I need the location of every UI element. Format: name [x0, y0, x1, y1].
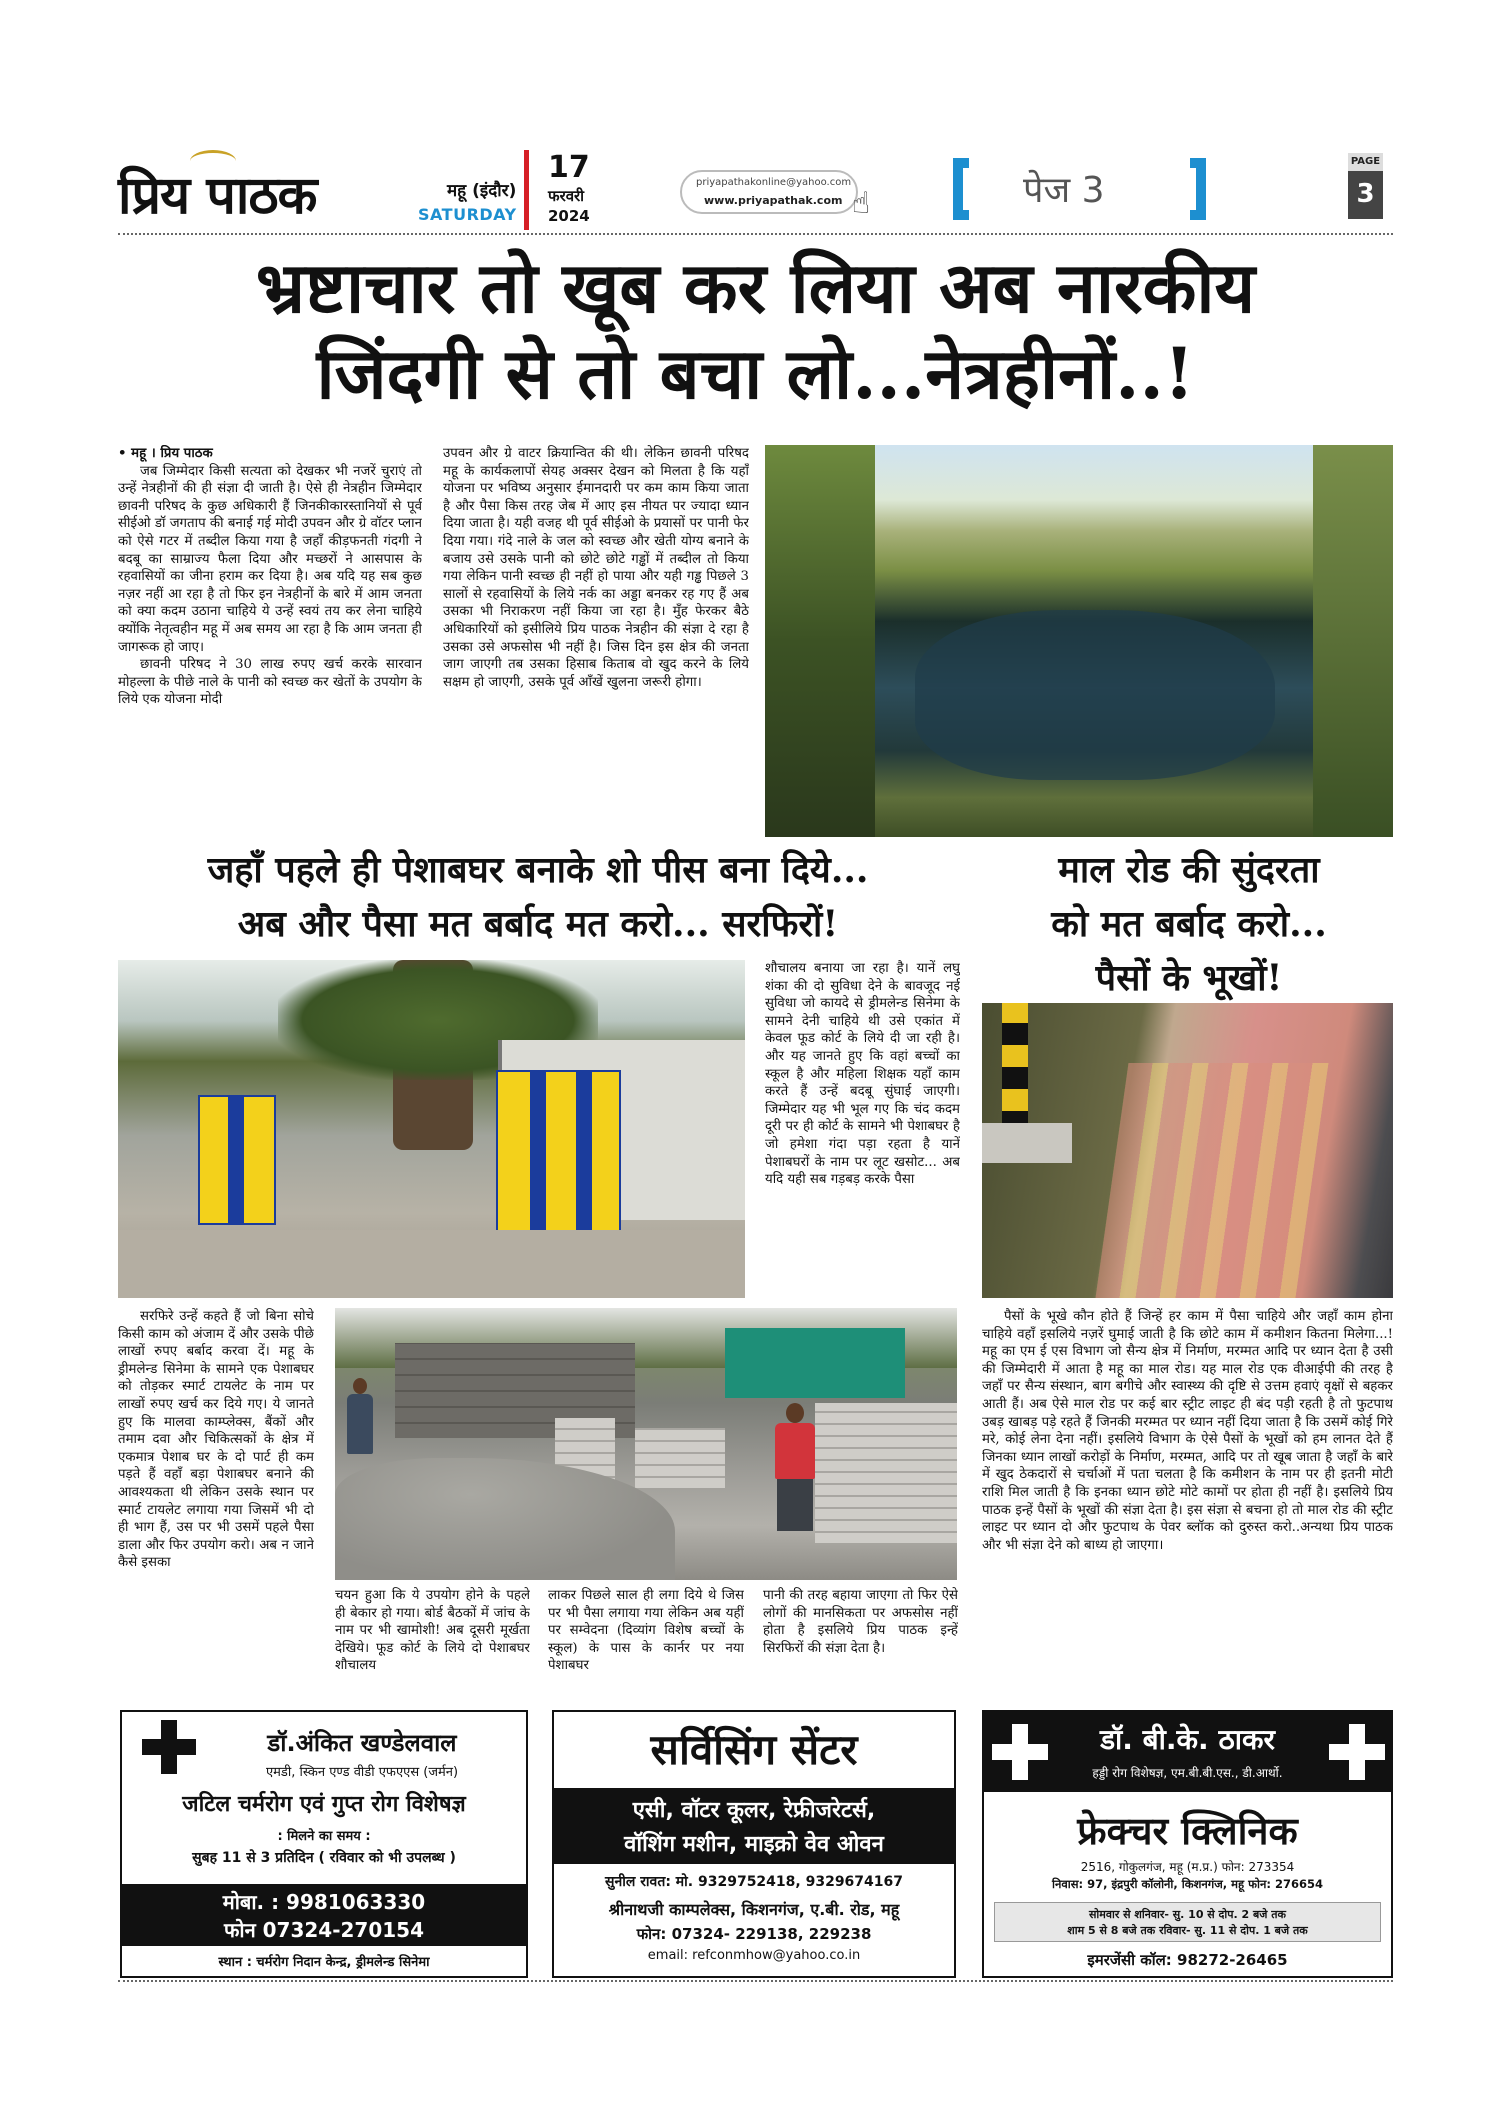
ad3-emergency: इमरजेंसी कॉल: 98272-26465: [1087, 1951, 1288, 1969]
story3-subhead-line-2: को मत बर्बाद करो...: [1051, 903, 1327, 945]
ad3-clinic: फ्रेक्चर क्लिनिक: [1077, 1808, 1298, 1853]
date-divider: [524, 150, 529, 230]
story2-bottom-text-4: पानी की तरह बहाया जाएगा तो फिर ऐसे लोगों की मानसिकता पर अफसोस नहीं होता है इसलिये प्रिय पाठक इन्हें सिरफिरों की संज्ञा देता है।: [763, 1588, 958, 1656]
story2-bottom-column-1: [118, 1308, 314, 1700]
story1-column-2: [443, 445, 749, 837]
ad3-hours-band: [994, 1902, 1381, 1942]
website-email: priyapathakonline@yahoo.com: [696, 177, 852, 188]
footpath-photo: [982, 1003, 1393, 1298]
story3-subhead-line-3: पैसों के भूखों!: [1095, 957, 1283, 999]
ad1-degree: एमडी, स्किन एण्ड वीडी एफएएस (जर्मन): [265, 1765, 459, 1780]
ad3-header-band: [984, 1712, 1391, 1792]
date-day: 17: [548, 150, 590, 185]
story1-column-1: [118, 445, 422, 837]
right-bracket: [1190, 158, 1206, 220]
ad1-specialty: जटिल चर्मरोग एवं गुप्त रोग विशेषज्ञ: [182, 1791, 466, 1817]
ad1-address: स्थान : चर्मरोग निदान केन्द्र, ड्रीमलेन्ड सिनेमा: [218, 1955, 430, 1970]
ad3-residence: निवास: 97, इंद्रपुरी कॉलोनी, किशनगंज, महू फोन: 276654: [1052, 1877, 1323, 1891]
green-tarp: [725, 1328, 905, 1398]
ad-servicing-center: [552, 1710, 956, 1978]
page-box-label: PAGE: [1348, 153, 1383, 171]
story2-subhead-line-1: जहाँ पहले ही पेशाबघर बनाके शो पीस बना दिये...: [207, 849, 869, 891]
ad1-contact-band: [122, 1884, 526, 1946]
toilet-booths-photo: [118, 960, 745, 1298]
toilet-booth-large: [496, 1070, 621, 1250]
left-bracket: [953, 158, 969, 220]
ad1-timing: सुबह 11 से 3 प्रतिदिन ( रविवार को भी उपलब्ध ): [192, 1850, 456, 1866]
newspaper-logo: प्रिय पाठक: [118, 165, 317, 226]
ad3-degree: हड्डी रोग विशेषज्ञ, एम.बी.बी.एस., डी.आर्थो.: [1092, 1766, 1283, 1780]
striped-pole: [1002, 1003, 1028, 1133]
ad1-name: डॉ.अंकित खण्डेलवाल: [267, 1729, 457, 1757]
ad-skin-doctor: [120, 1710, 528, 1978]
headline-line-2: जिंदगी से तो बचा लो...नेत्रहीनों..!: [316, 332, 1195, 415]
ad-fracture-clinic: [982, 1710, 1393, 1978]
ad2-services-line-1: एसी, वॉटर कूलर, रेफ्रीजरेटर्स,: [632, 1798, 876, 1823]
ad2-services-band: [554, 1788, 954, 1864]
ad2-address: श्रीनाथजी काम्पलेक्स, किशनगंज, ए.बी. रोड, महू: [608, 1900, 900, 1919]
ad2-email: email: refconmhow@yahoo.co.in: [647, 1948, 861, 1963]
medical-cross-icon: [142, 1720, 196, 1774]
story2-bottom-text-1: सरफिरे उन्हें कहते हैं जो बिना सोचे किसी काम को अंजाम दें और उसके पीछे लाखों रुपए बर्बाद करवा दें। महू के ड्रीमलेन्ड सिनेमा के सामने एक पेशाबघर को तोड़कर स्मार्ट टायलेट के नाम पर लाखों रुपए खर्च कर दिये गए। ये जानते हुए कि मालवा काम्प्लेक्स, बैंकों और तमाम दवा और चिकित्सकों के क्षेत्र में एकमात्र पेशाब घर के दो पार्ट ही कम पड़ते हैं वहाँ बड़ा पेशाबघर बनाने की आवश्यकता थी लेकिन उसके स्थान पर स्मार्ट टायलेट लगाया गया जिसमें भी दो ही भाग हैं, उस पर भी उसमें पहले पैसा डाला और फिर उपयोग करो। अब न जाने कैसे इसका: [118, 1309, 314, 1571]
pond-photo: [765, 445, 1393, 837]
edition-place: महू (इंदौर): [447, 181, 517, 201]
ad3-name: डॉ. बी.के. ठाकर: [1100, 1723, 1275, 1756]
story2-bottom-column-2: [335, 1587, 530, 1700]
ad2-services-line-2: वॉशिंग मशीन, माइक्रो वेव ओवन: [624, 1832, 884, 1857]
website-badge: [680, 170, 858, 214]
story2-bottom-text-3: लाकर पिछले साल ही लगा दिये थे जिस पर भी पैसा लगाया गया लेकिन अब यहीं पर सम्वेदना (दिव्यांग विशेष बच्चों के स्कूल) के पास के कार्नर पर नया पेशाबघर: [548, 1588, 744, 1674]
story1-paragraph-3: उपवन और ग्रे वाटर क्रियान्वित की थी। लेकिन छावनी परिषद महू के कार्यकलापों सेयह अक्सर देखन को मिलता है कि यहाँ योजना पर भविष्य अनुसार ईमानदारी पर कम काम किया जाता है और पैसा किस तरह जेब में आए इस नीयत पर ज्यादा ध्यान दिया जाता है। यही वजह थी पूर्व सीईओ के प्रयासों पर पानी फेर दिया गया। गंदे नाले के जल को स्वच्छ और खेती योग्य बनाने के बजाय उसे उसके पानी को छोटे छोटे गड्ढों में तब्दील तो किया गया लेकिन पानी स्वच्छ ही नहीं हो पाया और यही गड्ढ पिछले 3 सालों से रहवासियों के लिये नर्क का अड्डा बनकर रह गए हैं अब उसका भी निराकरण नहीं किया जा रहा है। मुँह फेरकर बैठे अधिकारियों को इसीलिये प्रिय पाठक नेत्रहीन की संज्ञा दे रहा है उसका उसे अफसोस भी नहीं है। जिस दिन इस क्षेत्र की जनता जाग जाएगी तब उसका हिसाब किताब वो खुद करने के लिये सक्षम हो जाएगी, उसके पूर्व आँखें खुलना जरूरी होगा।: [443, 446, 749, 690]
page-number: 3: [1356, 179, 1375, 209]
masthead: [118, 150, 1393, 232]
pointing-hand-icon: ☝: [852, 186, 871, 221]
main-headline: [118, 245, 1393, 417]
worker-left: [347, 1378, 373, 1454]
masthead-rule: [118, 233, 1393, 235]
story2-bottom-text-2: चयन हुआ कि ये उपयोग होने के पहले ही बेकार हो गया। बोर्ड बैठकों में जांच के नाम पर भी खामोशी! अब दूसरी मूर्खता देखिये। फूड कोर्ट के लिये दो पेशाबघर शौचालय: [335, 1588, 530, 1674]
story3-subhead: [985, 843, 1393, 1005]
page-label: पेज 3: [1023, 170, 1105, 211]
page-number-box: [1348, 153, 1383, 219]
worker-right: [775, 1403, 815, 1531]
date-month: फरवरी: [548, 187, 585, 205]
story2-side-column: [765, 960, 960, 1298]
story3-text: पैसों के भूखे कौन होते हैं जिन्हें हर काम में पैसा चाहिये और जहाँ काम होना चाहिये वहाँ इसलिये नज़रें घुमाई जाती है कि छोटे काम में कमीशन कितना मिलेगा...! महू का एम ई एस विभाग जो सैन्य क्षेत्र में निर्माण, मरम्मत आदि पर ध्यान देता है उसी की जिम्मेदारी में आता है महू का माल रोड। यह माल रोड एक वीआईपी की तरह है जहाँ पर सैन्य संस्थान, बाग बगीचे और स्वास्थ्य की दृष्टि से उत्तम हवाएं वृक्षों से बहकर आती हैं। अब ऐसे माल रोड पर कई बार स्ट्रीट लाइट ही बंद पड़ी रहती है तो फुटपाथ उबड़ खाबड़ पड़े रहते हैं जिनकी मरम्मत पर ध्यान नहीं दिया जाता है कि उसमें कोई गिरे मरे, कोई लेना देना नहीं। इसलिये विभाग के ऐसे पैसों के भूखों को हम लानत देते हैं जिनका ध्यान लाखों करोड़ों के निर्माण, मरम्मत, आदि पर तो खूब जाता है जहाँ के बारे में खुद ठेकदारों से चर्चाओं में पता चलता है कि कमीशन के नाम पर ही इतनी मोटी राशि मिल जाती है कि इनका ध्यान छोटे मोटे कामों पर होता ही नहीं है। इसलिये प्रिय पाठक इन्हें पैसों के भूखों की संज्ञा देता है। इस संज्ञा से बचना हो तो माल रोड की स्ट्रीट लाइट पर ध्यान दो और फुटपाथ के पेवर ब्लॉक को दुरुस्त करो..अन्यथा प्रिय पाठक और भी संज्ञा देने को बाध्य हो जाएगा।: [982, 1309, 1393, 1553]
ad3-address: 2516, गोकुलगंज, महू (म.प्र.) फोन: 273354: [1080, 1860, 1295, 1874]
story3-subhead-line-1: माल रोड की सुंदरता: [1058, 849, 1320, 891]
story2-bottom-column-3: [548, 1587, 744, 1700]
story2-subhead-line-2: अब और पैसा मत बर्बाद मत करो... सरफिरों!: [237, 903, 839, 945]
ad2-contact: सुनील रावत: मो. 9329752418, 9329674167: [604, 1874, 904, 1890]
edition-weekday: SATURDAY: [418, 205, 517, 224]
story2-bottom-column-4: [763, 1587, 958, 1700]
ad2-title: सर्विसिंग सेंटर: [650, 1725, 858, 1774]
ad3-hours-1: सोमवार से शनिवार- सु. 10 से दोप. 2 बजे तक: [1089, 1908, 1286, 1921]
story2-subhead: [118, 843, 958, 951]
ad1-phone: फोन 07324-270154: [223, 1918, 425, 1942]
ad2-phone: फोन: 07324- 229138, 229238: [636, 1925, 872, 1943]
bottom-rule: [118, 1980, 1393, 1982]
story1-byline: • महू । प्रिय पाठक: [118, 446, 213, 461]
ad1-meet-label: : मिलने का समय :: [277, 1829, 371, 1844]
story1-paragraph-1: जब जिम्मेदार किसी सत्यता को देखकर भी नजरें चुराएं तो उन्हें नेत्रहीनों की ही संज्ञा दी जाती है। ऐसे ही नेत्रहीन जिम्मेदार छावनी परिषद के कुछ अधिकारी हैं जिनकीकारस्तानियों से पूर्व सीईओ डॉ जगताप की बनाई गई मोदी उपवन और ग्रे वॉटर प्लान को ऐसे गटर में तब्दील किया गया है जहाँ कीड़फनती गंदगी ने बदबू का साम्राज्य फैला दिया और मच्छरों ने आसपास के रहवासियों का जीना हराम कर दिया है। अब यदि यह सब कुछ नज़र नहीं आ रहा है तो फिर इन नेत्रहीनों के बारे में आम जनता को क्या कदम उठाना चाहिये ये उन्हें स्वयं तय कर लेना चाहिये क्योंकि नेतृत्वहीन महू में अब समय आ रहा है कि आम जनता ही जागरूक हो जाए।: [118, 463, 422, 655]
headline-line-1: भ्रष्टाचार तो खूब कर लिया अब नारकीय: [255, 246, 1256, 329]
story1-paragraph-2: छावनी परिषद ने 30 लाख रुपए खर्च करके सारवान मोहल्ला के पीछे नाले के पानी को स्वच्छ कर खेतों के उपयोग के लिये एक योजना मोदी: [118, 657, 422, 708]
date-year: 2024: [548, 207, 590, 225]
story3-column: [982, 1308, 1393, 1700]
ad1-mobile: मोबा. : 9981063330: [222, 1890, 426, 1914]
bricks-construction-photo: [335, 1308, 957, 1580]
story2-side-text: शौचालय बनाया जा रहा है। यानें लघु शंका की दो सुविधा देने के बावजूद नई सुविधा जो कायदे से ड्रीमलेन्ड सिनेमा के सामने देनी चाहिये थी उसे एकांत में केवल फूड कोर्ट के लिये दी जा रही है। और यह जानते हुए कि वहां बच्चों का स्कूल है और महिला शिक्षक यहाँ काम करते हैं उन्हें बदबू सुंघाई जाएगी। जिम्मेदार यह भी भूल गए कि चंद कदम दूरी पर ही कोर्ट के सामने भी पेशाबघर है जो हमेशा गंदा पड़ा रहता है यानें पेशाबघरों के नाम पर लूट खसोट... अब यदि यही सब गड़बड़ करके पैसा: [765, 961, 960, 1188]
website-url: www.priyapathak.com: [704, 194, 843, 207]
toilet-booth-small: [198, 1095, 276, 1225]
ad3-hours-2: शाम 5 से 8 बजे तक रविवार- सु. 11 से दोप. 1 बजे तक: [1067, 1924, 1308, 1937]
